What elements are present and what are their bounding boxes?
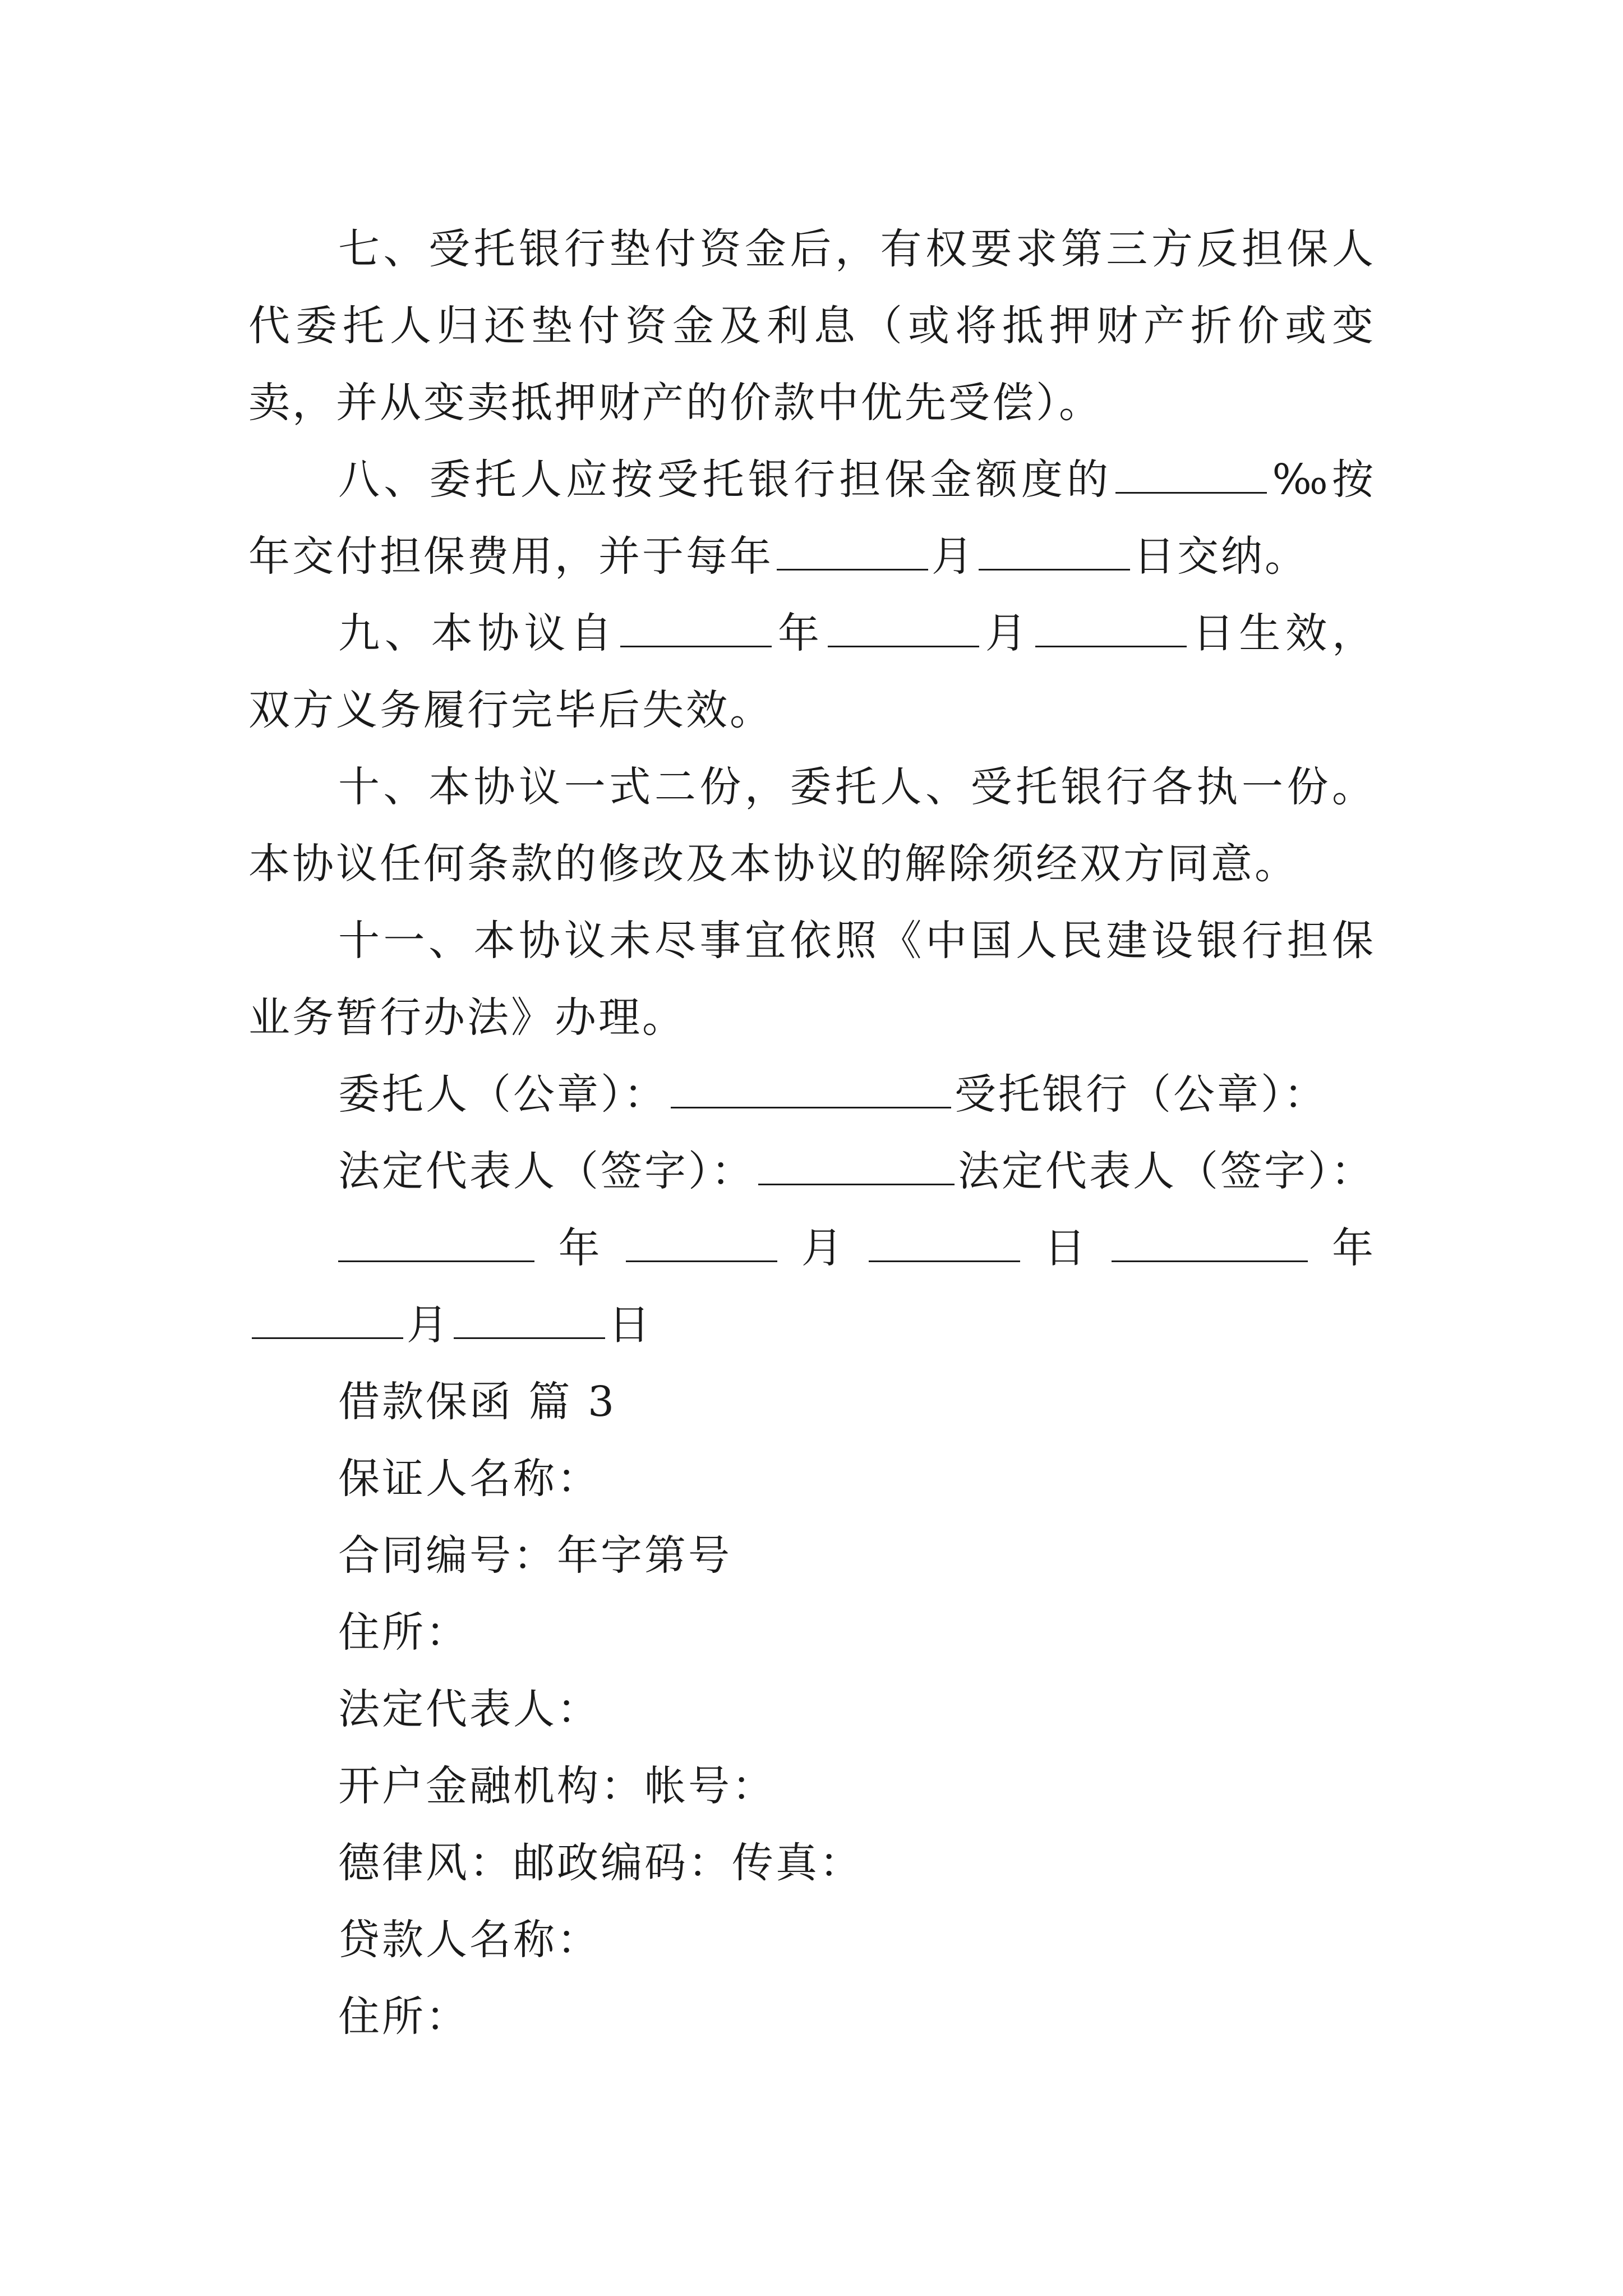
clause-9-text-d: 日生效，双方义务履行完毕后失效。 xyxy=(248,609,1376,734)
bank-rep-label: 法定代表人（签字）： xyxy=(958,1147,1375,1195)
client-seal-label: 委托人（公章）： xyxy=(338,1070,667,1119)
client-rep-label: 法定代表人（签字）： xyxy=(338,1147,755,1195)
blank-effective-month xyxy=(828,606,979,647)
blank-client-seal xyxy=(671,1068,951,1108)
field-address-1: 住所： xyxy=(338,1608,469,1657)
date-day-label-1: 日 xyxy=(1023,1224,1109,1272)
bank-seal-label: 受托银行（公章）： xyxy=(955,1070,1327,1119)
date-day-label-2: 日 xyxy=(608,1301,652,1349)
signature-seal-line xyxy=(248,1056,1376,1133)
blank-fee-month xyxy=(777,530,928,570)
clause-8-text-d: 日交纳。 xyxy=(1133,532,1308,581)
date-month-label-2: 月 xyxy=(407,1301,450,1349)
blank-date-year-1 xyxy=(338,1221,534,1262)
blank-client-rep xyxy=(758,1144,955,1185)
signature-date-line xyxy=(248,1210,1376,1364)
blank-date-month-2 xyxy=(252,1298,403,1339)
clause-11: 十一、本协议未尽事宜依照《中国人民建设银行担保业务暂行办法》办理。 xyxy=(248,917,1376,1042)
field-contract-number: 合同编号：年字第号 xyxy=(338,1531,732,1580)
blank-fee-day xyxy=(979,530,1130,570)
clause-8 xyxy=(248,441,1376,595)
field-legal-representative: 法定代表人： xyxy=(338,1685,601,1733)
clause-9-text-a: 九、本协议自 xyxy=(338,609,617,657)
blank-date-year-2 xyxy=(1112,1221,1308,1262)
blank-fee-rate xyxy=(1115,453,1267,494)
document-body xyxy=(248,211,1376,2055)
field-phone-postcode-fax: 德律风：邮政编码：传真： xyxy=(338,1839,863,1887)
clause-8-text-b: ‰按年交付担保费用，并于每年 xyxy=(248,455,1376,581)
blank-date-day-1 xyxy=(869,1221,1020,1262)
date-year-label-1: 年 xyxy=(538,1224,623,1272)
blank-date-day-2 xyxy=(454,1298,605,1339)
field-address-2: 住所： xyxy=(338,1993,469,2041)
clause-9 xyxy=(248,595,1376,749)
clause-10: 十、本协议一式二份，委托人、受托银行各执一份。本协议任何条款的修改及本协议的解除须经双方同意。 xyxy=(248,763,1376,888)
signature-rep-line xyxy=(248,1133,1376,1210)
section-heading: 借款保函 篇 3 xyxy=(338,1378,617,1426)
clause-8-text-c: 月 xyxy=(932,532,975,581)
field-guarantor-name: 保证人名称： xyxy=(338,1455,601,1503)
date-year-label-2: 年 xyxy=(1311,1224,1376,1272)
clause-7: 七、受托银行垫付资金后，有权要求第三方反担保人代委托人归还垫付资金及利息（或将抵押财产折价或变卖，并从变卖抵押财产的价款中优先受偿）。 xyxy=(248,225,1376,427)
field-lender-name: 贷款人名称： xyxy=(338,1916,601,1964)
clause-8-text-a: 八、委托人应按受托银行担保金额度的 xyxy=(338,455,1113,504)
field-bank-account: 开户金融机构：帐号： xyxy=(338,1762,776,1810)
clause-9-text-b: 年 xyxy=(775,609,824,657)
blank-effective-day xyxy=(1035,606,1187,647)
clause-9-text-c: 月 xyxy=(982,609,1032,657)
blank-effective-year xyxy=(620,606,772,647)
blank-date-month-1 xyxy=(626,1221,777,1262)
date-month-label-1: 月 xyxy=(781,1224,866,1272)
